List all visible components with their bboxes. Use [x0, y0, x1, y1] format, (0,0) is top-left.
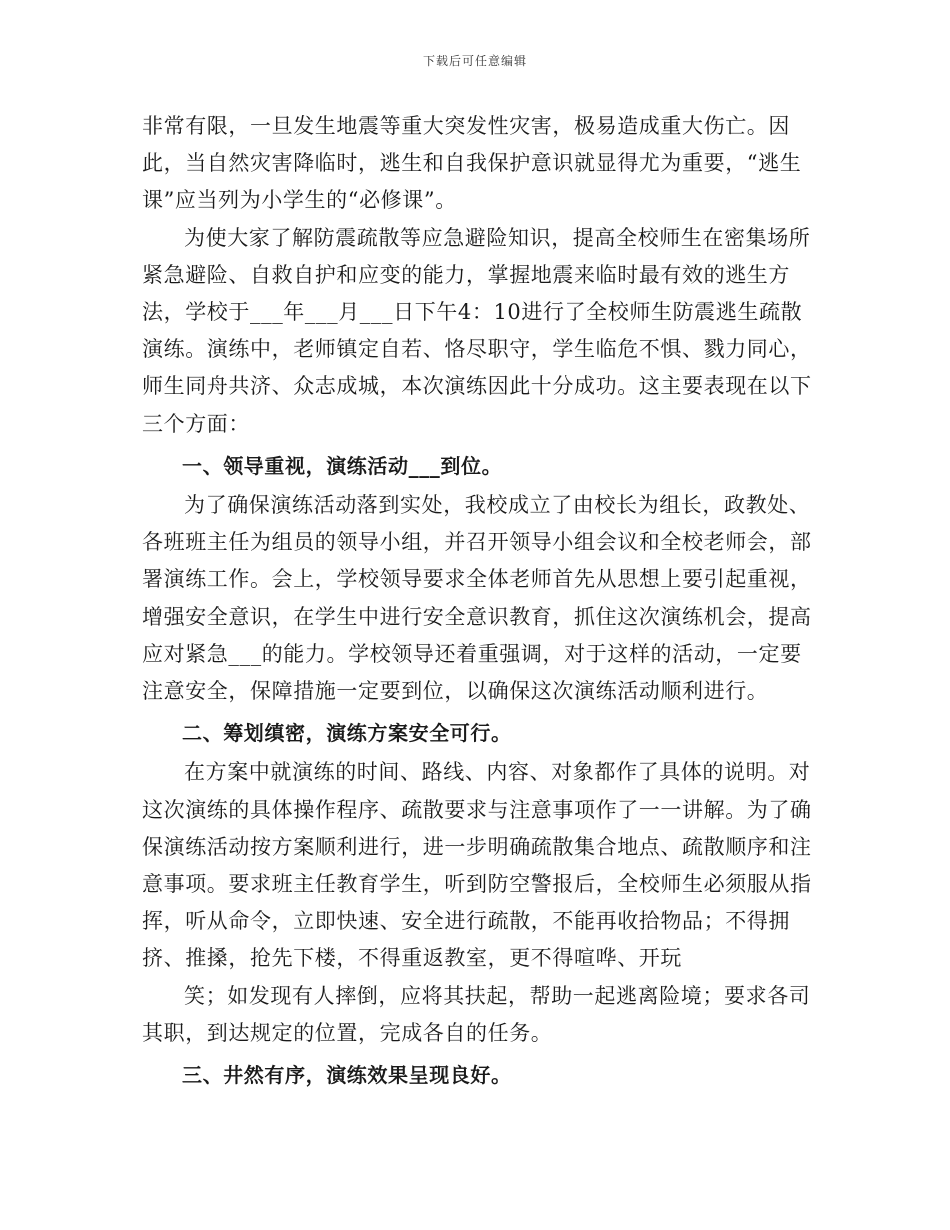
paragraph-section-1: 为了确保演练活动落到实处，我校成立了由校长为组长，政教处、各班班主任为组员的领导小组，并召开领导小组会议和全校老师会，部署演练工作。会上，学校领导要求全体老师首先从思想上要引起重视，增强安全意识，在学生中进行安全意识教育，抓住这次演练机会，提高应对紧急___的能力。学校领导还着重强调，对于这样的活动，一定要注意安全，保障措施一定要到位，以确保这次演练活动顺利进行。: [142, 493, 812, 704]
page-header: 下载后可任意编辑: [422, 54, 527, 68]
paragraph-section-2-cont: 笑；如发现有人摔倒，应将其扶起，帮助一起逃离险境；要求各司其职，到达规定的位置，完成各自的任务。: [142, 983, 811, 1045]
paragraph-continuation: 非常有限，一旦发生地震等重大突发性灾害，极易造成重大伤亡。因此，当自然灾害降临时，逃生和自我保护意识就显得尤为重要，“逃生课”应当列为小学生的“必修课”。: [142, 114, 802, 213]
paragraph-section-2: 在方案中就演练的时间、路线、内容、对象都作了具体的说明。对这次演练的具体操作程序、疏散要求与注意事项作了一一讲解。为了确保演练活动按方案顺利进行，进一步明确疏散集合地点、疏散顺序和注意事项。要求班主任教育学生，听到防空警报后，全校师生必须服从指挥，听从命令，立即快速、安全进行疏散，不能再收拾物品；不得拥挤、推搡，抢先下楼，不得重返教室，更不得喧哗、开玩: [142, 760, 812, 971]
paragraph-intro: 为使大家了解防震疏散等应急避险知识，提高全校师生在密集场所紧急避险、自救自护和应变的能力，掌握地震来临时最有效的逃生方法，学校于___年___月___日下午4：10进行了全校师生防震逃生疏散演练。演练中，老师镇定自若、恪尽职守，学生临危不惧、戮力同心，师生同舟共济、众志成城，本次演练因此十分成功。这主要表现在以下三个方面：: [142, 225, 812, 436]
section-heading-1: 一、领导重视，演练活动___到位。: [182, 453, 503, 478]
section-heading-2: 二、筹划缜密，演练方案安全可行。: [182, 721, 512, 746]
document-body: [142, 108, 822, 1096]
section-heading-3: 三、井然有序，演练效果呈现良好。: [182, 1063, 512, 1088]
